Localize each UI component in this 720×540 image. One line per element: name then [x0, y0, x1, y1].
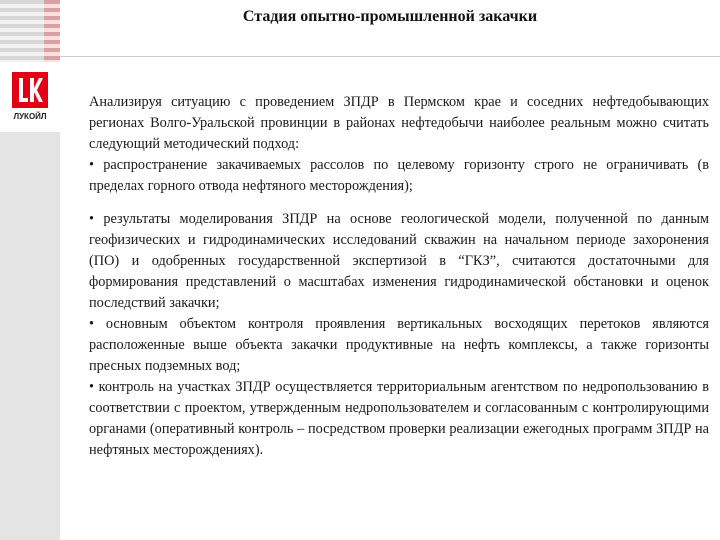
company-logo — [0, 62, 60, 132]
intro-paragraph: Анализируя ситуацию с проведением ЗПДР в Пермском крае и соседних нефтедобывающих регионах Волго-Уральской провинции в районах нефтедобычи наиболее реальным можно считать следующий методический подход: — [89, 94, 709, 152]
main-text — [89, 92, 709, 461]
bullet-item: • распространение закачиваемых рассолов по целевому горизонту строго не ограничивать (в пределах горного отвода нефтяного месторождения); — [89, 157, 709, 194]
decorative-red-stripes — [44, 0, 60, 62]
bullet-item: • основным объектом контроля проявления вертикальных восходящих перетоков являются расположенные выше объекта закачки продуктивные на нефть комплексы, а также горизонты пресных подземных вод; — [89, 316, 709, 374]
page-title: Стадия опытно-промышленной закачки — [242, 8, 538, 25]
lukoil-logo-icon — [12, 72, 48, 108]
bullet-item: • контроль на участках ЗПДР осуществляется территориальным агентством по недропользованию в соответствии с проектом, утвержденным недропользователем и согласованным с контролирующими органами (оперативный контроль – посредством проверки реализации ежегодных программ ЗПДР на нефтяных месторождениях). — [89, 379, 709, 458]
logo-brand-text: ЛУКОЙЛ — [13, 112, 47, 121]
header-divider — [60, 56, 720, 57]
bullet-item: • результаты моделирования ЗПДР на основе геологической модели, полученной по данным геофизических и гидродинамических исследований скважин на начальном периоде захоронения (ПО) и одобренных государственной экспертизой в “ГКЗ”, считаются достаточными для формирования представлений о масштабах изменения гидродинамической обстановки и оценок последствий закачки; — [89, 211, 709, 311]
